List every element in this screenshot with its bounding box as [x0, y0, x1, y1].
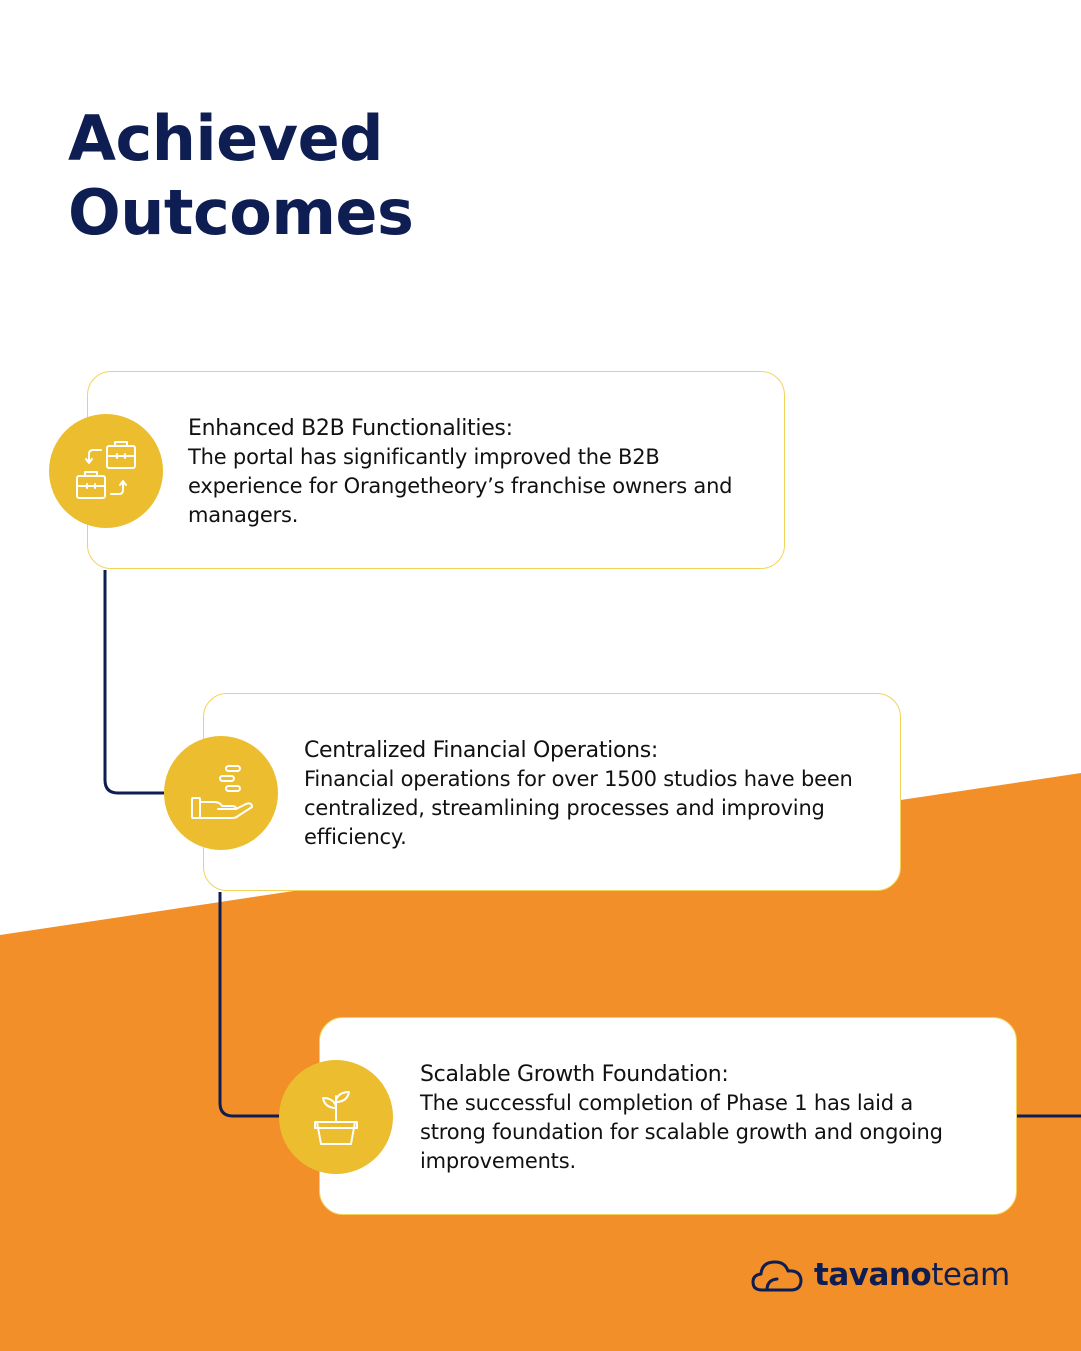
page-title-line-2: Outcomes — [68, 176, 414, 249]
cloud-icon — [750, 1257, 804, 1293]
brand-logo — [750, 1255, 1010, 1295]
outcome-text — [420, 1060, 980, 1176]
logo-wordmark — [814, 1257, 1010, 1293]
outcome-description: Financial operations for over 1500 studios have been centralized, streamlining processes and improving efficiency. — [304, 767, 853, 849]
hand-coins-icon — [164, 736, 278, 850]
outcome-description: The portal has significantly improved the B2B experience for Orangetheory’s franchise owners and managers. — [188, 445, 733, 527]
outcome-title: Centralized Financial Operations: — [304, 738, 659, 763]
plant-pot-icon — [279, 1060, 393, 1174]
outcome-title: Enhanced B2B Functionalities: — [188, 416, 513, 441]
page-title — [68, 102, 413, 250]
outcome-card-b2b — [87, 371, 785, 569]
outcome-card-financial — [203, 693, 901, 891]
outcome-text — [188, 414, 748, 530]
outcome-title: Scalable Growth Foundation: — [420, 1062, 729, 1087]
briefcase-exchange-icon — [49, 414, 163, 528]
outcome-card-growth — [319, 1017, 1017, 1215]
logo-wordmark-bold: tavano — [814, 1257, 932, 1293]
page-title-line-1: Achieved — [68, 102, 384, 175]
outcome-text — [304, 736, 864, 852]
outcome-description: The successful completion of Phase 1 has laid a strong foundation for scalable growth and ongoing improvements. — [420, 1091, 943, 1173]
logo-wordmark-light: team — [931, 1257, 1010, 1293]
